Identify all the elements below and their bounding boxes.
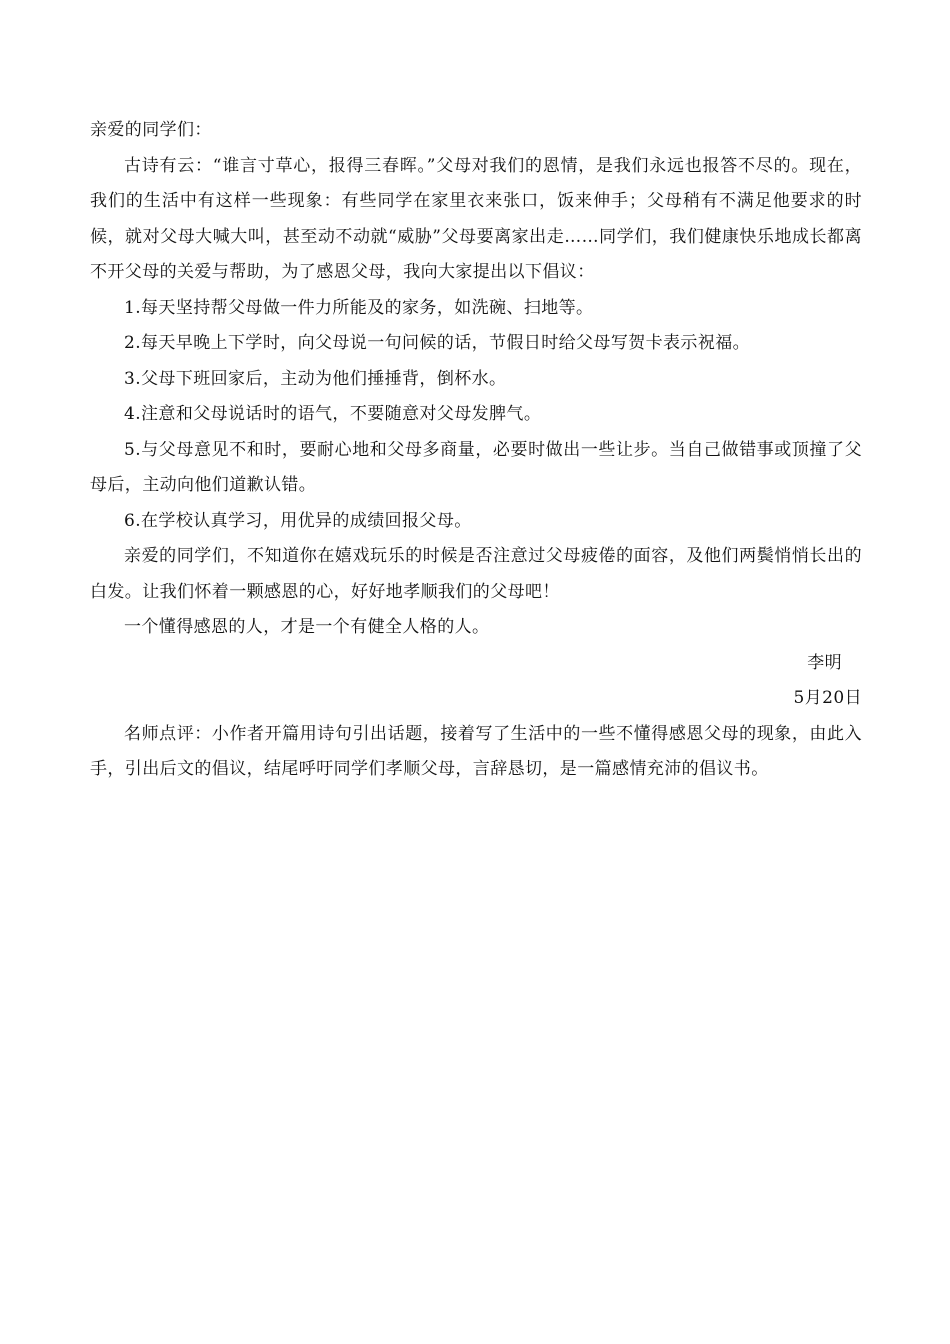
intro-paragraph: 古诗有云：“谁言寸草心，报得三春晖。”父母对我们的恩情，是我们永远也报答不尽的。现在，我们的生活中有这样一些现象：有些同学在家里衣来张口，饭来伸手；父母稍有不满足他要求的时候，就对父母大喊大叫，甚至动不动就“威胁”父母要离家出走……同学们，我们健康快乐地成长都离不开父母的关爱与帮助，为了感恩父母，我向大家提出以下倡议： bbox=[90, 155, 862, 282]
teacher-review: 名师点评：小作者开篇用诗句引出话题，接着写了生活中的一些不懂得感恩父母的现象，由此入手，引出后文的倡议，结尾呼吁同学们孝顺父母，言辞恳切，是一篇感情充沛的倡议书。 bbox=[90, 723, 862, 779]
proposal-item-5: 5.与父母意见不和时，要耐心地和父母多商量，必要时做出一些让步。当自己做错事或顶撞了父母后，主动向他们道歉认错。 bbox=[90, 439, 862, 495]
salutation: 亲爱的同学们： bbox=[90, 120, 212, 140]
proposal-item-1: 1.每天坚持帮父母做一件力所能及的家务，如洗碗、扫地等。 bbox=[124, 297, 594, 318]
closing-sentence: 一个懂得感恩的人，才是一个有健全人格的人。 bbox=[124, 617, 490, 637]
proposal-item-3: 3.父母下班回家后，主动为他们捶捶背，倒杯水。 bbox=[124, 368, 507, 389]
signature-date: 5月20日 bbox=[793, 688, 862, 708]
signature-name: 李明 bbox=[807, 652, 842, 673]
proposal-item-2: 2.每天早晚上下学时，向父母说一句问候的话，节假日时给父母写贺卡表示祝福。 bbox=[124, 333, 751, 353]
closing-paragraph: 亲爱的同学们，不知道你在嬉戏玩乐的时候是否注意过父母疲倦的面容，及他们两鬓悄悄长出的白发。让我们怀着一颗感恩的心，好好地孝顺我们的父母吧！ bbox=[90, 546, 862, 602]
proposal-item-4: 4.注意和父母说话时的语气，不要随意对父母发脾气。 bbox=[124, 404, 542, 424]
proposal-item-6: 6.在学校认真学习，用优异的成绩回报父母。 bbox=[124, 510, 472, 531]
document-body bbox=[90, 113, 862, 788]
